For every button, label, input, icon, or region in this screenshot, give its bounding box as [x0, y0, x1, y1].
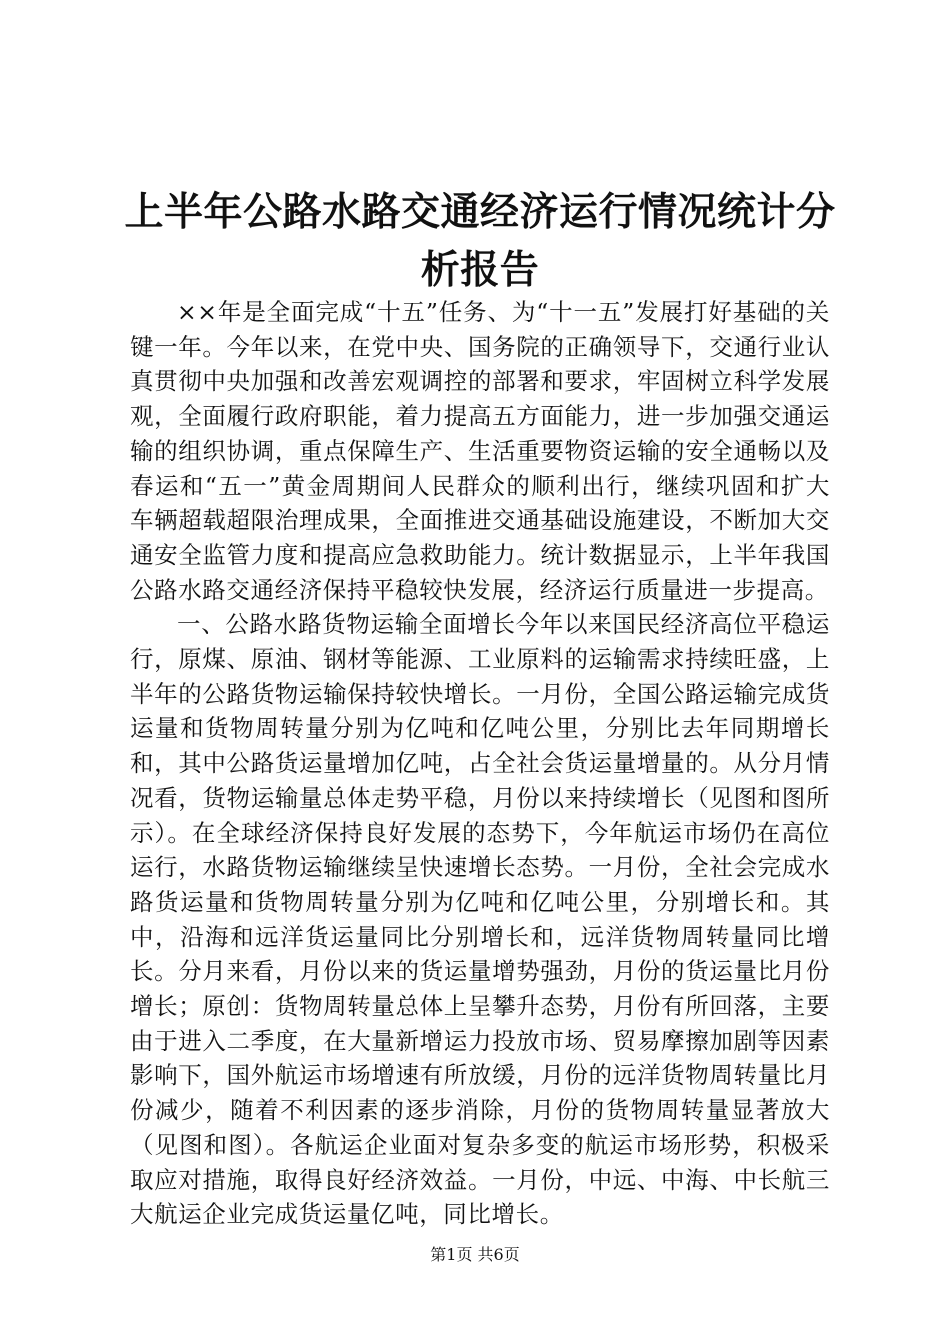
page-number-footer: 第1页 共6页 — [430, 1245, 520, 1264]
document-title: 上半年公路水路交通经济运行情况统计分析报告 — [124, 189, 836, 293]
paragraph-intro: ××年是全面完成“十五”任务、为“十一五”发展打好基础的关键一年。今年以来，在党中央、国务院的正确领导下，交通行业认真贯彻中央加强和改善宏观调控的部署和要求，牢固树立科学发展观，全面履行政府职能，着力提高五方面能力，进一步加强交通运输的组织协调，重点保障生产、生活重要物资运输的安全通畅以及春运和“五一”黄金周期间人民群众的顺利出行，继续巩固和扩大车辆超载超限治理成果，全面推进交通基础设施建设，不断加大交通安全监管力度和提高应急救助能力。统计数据显示，上半年我国公路水路交通经济保持平稳较快发展，经济运行质量进一步提高。 — [130, 298, 830, 604]
paragraph-section-one: 一、公路水路货物运输全面增长今年以来国民经济高位平稳运行，原煤、原油、钢材等能源、工业原料的运输需求持续旺盛，上半年的公路货物运输保持较快增长。一月份，全国公路运输完成货运量和货物周转量分别为亿吨和亿吨公里，分别比去年同期增长和，其中公路货运量增加亿吨，占全社会货运量增量的。从分月情况看，货物运输量总体走势平稳，月份以来持续增长（见图和图所示）。在全球经济保持良好发展的态势下，今年航运市场仍在高位运行，水路货物运输继续呈快速增长态势。一月份，全社会完成水路货运量和货物周转量分别为亿吨和亿吨公里，分别增长和。其中，沿海和远洋货运量同比分别增长和，远洋货物周转量同比增长。分月来看，月份以来的货运量增势强劲，月份的货运量比月份增长；原创：货物周转量总体上呈攀升态势，月份有所回落，主要由于进入二季度，在大量新增运力投放市场、贸易摩擦加剧等因素影响下，国外航运市场增速有所放缓，月份的远洋货物周转量比月份减少，随着不利因素的逐步消除，月份的货物周转量显著放大（见图和图）。各航运企业面对复杂多变的航运市场形势，积极采取应对措施，取得良好经济效益。一月份，中远、中海、中长航三大航运企业完成货运量亿吨，同比增长。 — [130, 610, 830, 1229]
document-body — [130, 295, 830, 1232]
